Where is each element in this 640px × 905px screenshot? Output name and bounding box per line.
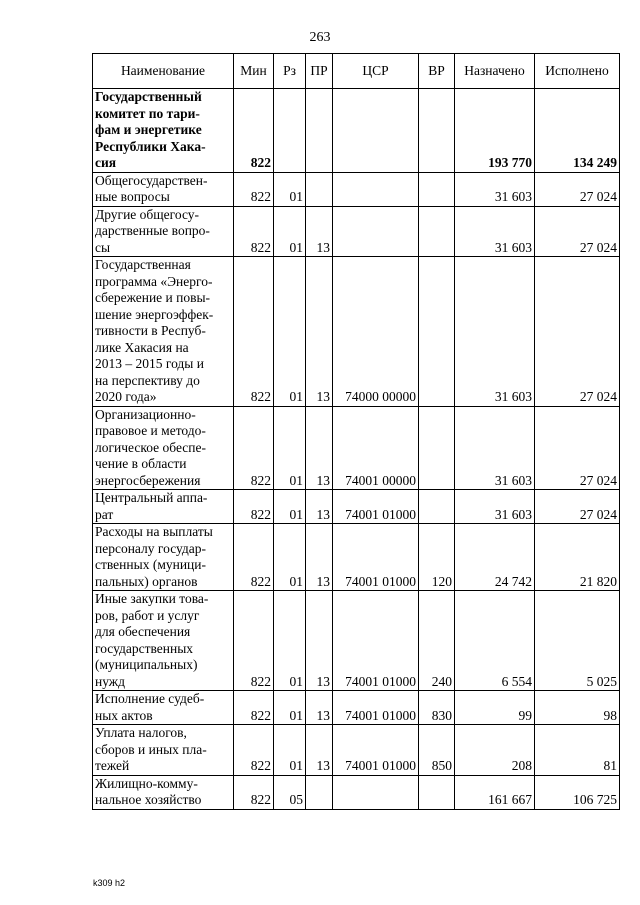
cell-name: Организационно- правовое и методо- логическое обеспе- чение в области энергосбережения [93, 406, 234, 490]
cell-min: 822 [234, 591, 274, 691]
cell-csr: 74001 01000 [333, 691, 419, 725]
cell-executed: 27 024 [535, 206, 620, 257]
cell-executed: 27 024 [535, 257, 620, 407]
cell-csr [333, 775, 419, 809]
cell-assigned: 31 603 [455, 172, 535, 206]
header-assigned: Назначено [455, 54, 535, 89]
cell-vr: 120 [419, 524, 455, 591]
cell-pr: 13 [306, 524, 333, 591]
table-row [93, 257, 620, 407]
header-rz: Рз [274, 54, 306, 89]
cell-vr [419, 406, 455, 490]
header-csr: ЦСР [333, 54, 419, 89]
header-min: Мин [234, 54, 274, 89]
cell-min: 822 [234, 172, 274, 206]
cell-executed: 27 024 [535, 406, 620, 490]
table-row [93, 406, 620, 490]
cell-vr: 830 [419, 691, 455, 725]
cell-vr: 850 [419, 725, 455, 776]
cell-rz: 01 [274, 257, 306, 407]
cell-vr [419, 206, 455, 257]
cell-csr: 74001 00000 [333, 406, 419, 490]
cell-rz [274, 89, 306, 173]
cell-csr [333, 206, 419, 257]
cell-vr [419, 490, 455, 524]
cell-executed: 134 249 [535, 89, 620, 173]
table-row [93, 691, 620, 725]
cell-pr: 13 [306, 406, 333, 490]
footer-code: k309 h2 [93, 878, 126, 888]
cell-assigned: 31 603 [455, 490, 535, 524]
table-row [93, 524, 620, 591]
cell-name: Расходы на выплаты персоналу государ- ственных (муници- пальных) органов [93, 524, 234, 591]
cell-min: 822 [234, 257, 274, 407]
page-number: 263 [309, 30, 331, 45]
cell-name: Государственная программа «Энерго- сбережение и повы- шение энергоэффек- тивности в Респуб- лике Хакасия на 2013 – 2015 годы и на перспективу до 2020 года» [93, 257, 234, 407]
cell-min: 822 [234, 206, 274, 257]
cell-min: 822 [234, 524, 274, 591]
cell-executed: 21 820 [535, 524, 620, 591]
cell-min: 822 [234, 89, 274, 173]
cell-rz: 01 [274, 206, 306, 257]
cell-csr: 74001 01000 [333, 591, 419, 691]
cell-pr [306, 89, 333, 173]
cell-name: Исполнение судеб- ных актов [93, 691, 234, 725]
header-pr: ПР [306, 54, 333, 89]
cell-pr: 13 [306, 257, 333, 407]
cell-assigned: 31 603 [455, 406, 535, 490]
cell-rz: 01 [274, 524, 306, 591]
cell-csr: 74001 01000 [333, 490, 419, 524]
header-executed: Исполнено [535, 54, 620, 89]
cell-csr [333, 89, 419, 173]
cell-assigned: 24 742 [455, 524, 535, 591]
cell-rz: 01 [274, 725, 306, 776]
cell-min: 822 [234, 691, 274, 725]
budget-table [92, 53, 620, 810]
cell-vr [419, 775, 455, 809]
cell-assigned: 161 667 [455, 775, 535, 809]
table-row [93, 89, 620, 173]
header-vr: ВР [419, 54, 455, 89]
cell-rz: 01 [274, 490, 306, 524]
cell-vr [419, 172, 455, 206]
cell-name: Уплата налогов, сборов и иных пла- тежей [93, 725, 234, 776]
cell-pr: 13 [306, 206, 333, 257]
cell-name: Центральный аппа- рат [93, 490, 234, 524]
cell-name: Государственный комитет по тари- фам и энергетике Республики Хака- сия [93, 89, 234, 173]
cell-name: Иные закупки това- ров, работ и услуг для обеспечения государственных (муниципальных) нужд [93, 591, 234, 691]
cell-rz: 05 [274, 775, 306, 809]
cell-assigned: 31 603 [455, 206, 535, 257]
cell-vr [419, 257, 455, 407]
cell-csr: 74001 01000 [333, 524, 419, 591]
cell-assigned: 193 770 [455, 89, 535, 173]
cell-min: 822 [234, 725, 274, 776]
cell-executed: 5 025 [535, 591, 620, 691]
cell-pr [306, 775, 333, 809]
cell-pr: 13 [306, 725, 333, 776]
cell-pr: 13 [306, 490, 333, 524]
cell-name: Жилищно-комму- нальное хозяйство [93, 775, 234, 809]
cell-csr: 74000 00000 [333, 257, 419, 407]
cell-pr: 13 [306, 591, 333, 691]
cell-vr: 240 [419, 591, 455, 691]
cell-assigned: 99 [455, 691, 535, 725]
header-name: Наименование [93, 54, 234, 89]
cell-assigned: 208 [455, 725, 535, 776]
table-row [93, 490, 620, 524]
cell-assigned: 6 554 [455, 591, 535, 691]
cell-executed: 106 725 [535, 775, 620, 809]
cell-name: Другие общегосу- дарственные вопро- сы [93, 206, 234, 257]
cell-min: 822 [234, 490, 274, 524]
cell-name: Общегосударствен- ные вопросы [93, 172, 234, 206]
cell-rz: 01 [274, 406, 306, 490]
cell-executed: 81 [535, 725, 620, 776]
cell-vr [419, 89, 455, 173]
cell-pr [306, 172, 333, 206]
cell-csr [333, 172, 419, 206]
table-header-row [93, 54, 620, 89]
cell-executed: 27 024 [535, 490, 620, 524]
cell-executed: 27 024 [535, 172, 620, 206]
cell-rz: 01 [274, 172, 306, 206]
cell-csr: 74001 01000 [333, 725, 419, 776]
cell-rz: 01 [274, 591, 306, 691]
table-row [93, 206, 620, 257]
cell-min: 822 [234, 406, 274, 490]
table-row [93, 775, 620, 809]
table-row [93, 591, 620, 691]
cell-executed: 98 [535, 691, 620, 725]
cell-rz: 01 [274, 691, 306, 725]
cell-assigned: 31 603 [455, 257, 535, 407]
cell-pr: 13 [306, 691, 333, 725]
cell-min: 822 [234, 775, 274, 809]
table-row [93, 725, 620, 776]
table-row [93, 172, 620, 206]
